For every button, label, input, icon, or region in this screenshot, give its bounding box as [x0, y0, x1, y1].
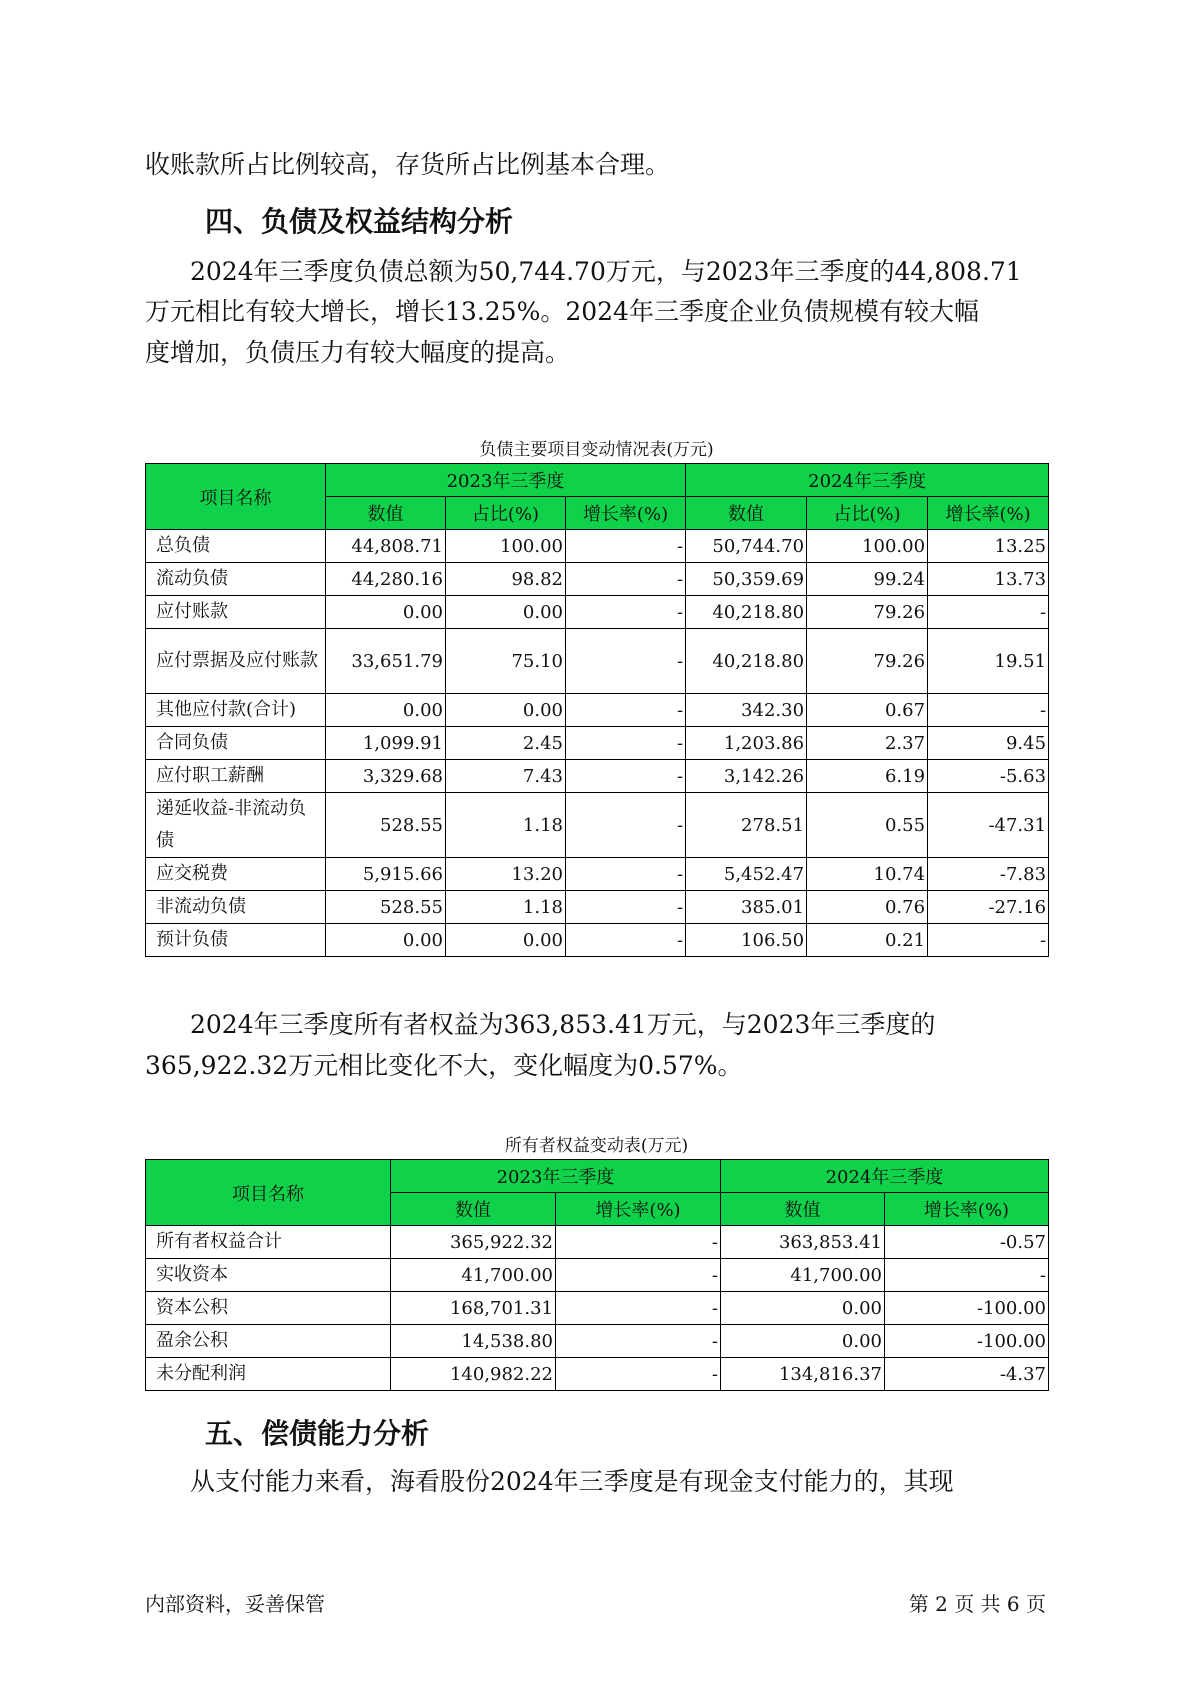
- cell-growth-2024: 9.45: [928, 727, 1049, 760]
- liability-period-2024-header: 2024年三季度: [686, 464, 1049, 497]
- cell-growth-2024: -4.37: [885, 1358, 1049, 1391]
- cell-value-2024: 363,853.41: [721, 1226, 885, 1259]
- cell-value-2023: 0.00: [326, 924, 446, 957]
- cell-share-2023: 1.18: [446, 793, 566, 858]
- cell-growth-2024: -7.83: [928, 858, 1049, 891]
- cell-value-2024: 0.00: [721, 1325, 885, 1358]
- cell-value-2024: 50,359.69: [686, 563, 807, 596]
- liability-col-value-2024: 数值: [686, 497, 807, 530]
- cell-growth-2023: -: [566, 596, 686, 629]
- table-row: [146, 629, 1049, 694]
- cell-growth-2024: 13.25: [928, 530, 1049, 563]
- cell-growth-2024: -: [928, 924, 1049, 957]
- cell-value-2024: 1,203.86: [686, 727, 807, 760]
- table-row: [146, 530, 1049, 563]
- section-4-heading: 四、负债及权益结构分析: [205, 205, 514, 238]
- cell-growth-2023: -: [566, 760, 686, 793]
- cell-value-2024: 5,452.47: [686, 858, 807, 891]
- row-label: 所有者权益合计: [146, 1226, 391, 1259]
- cell-growth-2024: 13.73: [928, 563, 1049, 596]
- cell-growth-2024: 19.51: [928, 629, 1049, 694]
- table-row: [146, 891, 1049, 924]
- cell-share-2023: 0.00: [446, 924, 566, 957]
- cell-value-2024: 3,142.26: [686, 760, 807, 793]
- liability-table: [145, 463, 1049, 957]
- cell-value-2023: 168,701.31: [391, 1292, 556, 1325]
- cell-growth-2023: -: [566, 563, 686, 596]
- cell-value-2024: 134,816.37: [721, 1358, 885, 1391]
- liability-item-header: 项目名称: [146, 464, 326, 530]
- cell-share-2023: 7.43: [446, 760, 566, 793]
- cell-growth-2024: -100.00: [885, 1292, 1049, 1325]
- cell-share-2023: 13.20: [446, 858, 566, 891]
- cell-growth-2024: -47.31: [928, 793, 1049, 858]
- table-row: [146, 924, 1049, 957]
- cell-value-2024: 40,218.80: [686, 629, 807, 694]
- cell-growth-2023: -: [566, 793, 686, 858]
- equity-period-2023-header: 2023年三季度: [391, 1160, 721, 1193]
- section-4-paragraph-line-3: 度增加，负债压力有较大幅度的提高。: [145, 338, 571, 367]
- cell-growth-2024: -27.16: [928, 891, 1049, 924]
- row-label: 流动负债: [146, 563, 326, 596]
- cell-share-2024: 2.37: [807, 727, 928, 760]
- table-row: [146, 694, 1049, 727]
- cell-growth-2024: -: [928, 596, 1049, 629]
- liability-col-share-2023: 占比(%): [446, 497, 566, 530]
- table-row: [146, 1325, 1049, 1358]
- cell-growth-2023: -: [566, 891, 686, 924]
- cell-growth-2023: -: [566, 694, 686, 727]
- cell-value-2023: 0.00: [326, 694, 446, 727]
- equity-period-2024-header: 2024年三季度: [721, 1160, 1049, 1193]
- cell-growth-2024: -5.63: [928, 760, 1049, 793]
- cell-value-2023: 1,099.91: [326, 727, 446, 760]
- cell-value-2024: 342.30: [686, 694, 807, 727]
- cell-share-2024: 0.67: [807, 694, 928, 727]
- cell-growth-2024: -0.57: [885, 1226, 1049, 1259]
- row-label: 其他应付款(合计): [146, 694, 326, 727]
- cell-share-2023: 98.82: [446, 563, 566, 596]
- cell-value-2023: 14,538.80: [391, 1325, 556, 1358]
- liability-col-growth-2023: 增长率(%): [566, 497, 686, 530]
- cell-share-2024: 100.00: [807, 530, 928, 563]
- cell-value-2024: 50,744.70: [686, 530, 807, 563]
- section-4-paragraph-line-2: 万元相比有较大增长，增长13.25%。2024年三季度企业负债规模有较大幅: [145, 297, 979, 326]
- cell-growth-2023: -: [566, 924, 686, 957]
- cell-growth-2024: -: [885, 1259, 1049, 1292]
- section-4-paragraph-line-1: 2024年三季度负债总额为50,744.70万元，与2023年三季度的44,808.71: [190, 257, 1022, 286]
- cell-share-2024: 0.55: [807, 793, 928, 858]
- page-number: 第 2 页 共 6 页: [908, 1592, 1046, 1616]
- cell-growth-2023: -: [556, 1325, 721, 1358]
- section-5-paragraph-line: 从支付能力来看，海看股份2024年三季度是有现金支付能力的，其现: [190, 1467, 954, 1496]
- cell-growth-2023: -: [566, 858, 686, 891]
- cell-share-2024: 10.74: [807, 858, 928, 891]
- row-label: 递延收益-非流动负债: [146, 793, 326, 858]
- cell-share-2024: 6.19: [807, 760, 928, 793]
- table-row: [146, 760, 1049, 793]
- equity-col-growth-2023: 增长率(%): [556, 1193, 721, 1226]
- cell-value-2024: 40,218.80: [686, 596, 807, 629]
- equity-col-value-2024: 数值: [721, 1193, 885, 1226]
- cell-value-2023: 3,329.68: [326, 760, 446, 793]
- cell-value-2024: 385.01: [686, 891, 807, 924]
- cell-value-2024: 41,700.00: [721, 1259, 885, 1292]
- cell-value-2023: 528.55: [326, 793, 446, 858]
- liability-col-value-2023: 数值: [326, 497, 446, 530]
- table-row: [146, 858, 1049, 891]
- table-row: [146, 727, 1049, 760]
- cell-share-2023: 75.10: [446, 629, 566, 694]
- cell-share-2024: 99.24: [807, 563, 928, 596]
- cell-share-2024: 79.26: [807, 629, 928, 694]
- liability-col-share-2024: 占比(%): [807, 497, 928, 530]
- cell-growth-2023: -: [556, 1259, 721, 1292]
- row-label: 总负债: [146, 530, 326, 563]
- cell-value-2023: 0.00: [326, 596, 446, 629]
- row-label: 应付票据及应付账款: [146, 629, 326, 694]
- row-label: 预计负债: [146, 924, 326, 957]
- row-label: 盈余公积: [146, 1325, 391, 1358]
- equity-paragraph-line-1: 2024年三季度所有者权益为363,853.41万元，与2023年三季度的: [190, 1010, 936, 1039]
- table-row: [146, 1226, 1049, 1259]
- cell-share-2023: 100.00: [446, 530, 566, 563]
- row-label: 合同负债: [146, 727, 326, 760]
- cell-value-2023: 365,922.32: [391, 1226, 556, 1259]
- cell-value-2024: 106.50: [686, 924, 807, 957]
- cell-value-2023: 44,808.71: [326, 530, 446, 563]
- cell-share-2023: 2.45: [446, 727, 566, 760]
- equity-table-caption: 所有者权益变动表(万元): [504, 1136, 689, 1156]
- liability-col-growth-2024: 增长率(%): [928, 497, 1049, 530]
- cell-value-2023: 5,915.66: [326, 858, 446, 891]
- cell-share-2024: 79.26: [807, 596, 928, 629]
- section-5-heading: 五、偿债能力分析: [205, 1417, 430, 1450]
- equity-col-value-2023: 数值: [391, 1193, 556, 1226]
- cell-growth-2023: -: [566, 727, 686, 760]
- liability-table-caption: 负债主要项目变动情况表(万元): [479, 440, 714, 460]
- table-row: [146, 596, 1049, 629]
- row-label: 非流动负债: [146, 891, 326, 924]
- cell-share-2023: 1.18: [446, 891, 566, 924]
- row-label: 应交税费: [146, 858, 326, 891]
- row-label: 应付职工薪酬: [146, 760, 326, 793]
- cell-share-2024: 0.21: [807, 924, 928, 957]
- equity-item-header: 项目名称: [146, 1160, 391, 1226]
- cell-growth-2023: -: [566, 629, 686, 694]
- liability-period-2023-header: 2023年三季度: [326, 464, 686, 497]
- cell-share-2024: 0.76: [807, 891, 928, 924]
- cell-growth-2023: -: [556, 1358, 721, 1391]
- cell-value-2023: 528.55: [326, 891, 446, 924]
- row-label: 实收资本: [146, 1259, 391, 1292]
- equity-table: [145, 1159, 1049, 1391]
- cell-value-2023: 33,651.79: [326, 629, 446, 694]
- cell-value-2024: 278.51: [686, 793, 807, 858]
- table-row: [146, 563, 1049, 596]
- table-row: [146, 793, 1049, 858]
- cell-value-2023: 44,280.16: [326, 563, 446, 596]
- row-label: 应付账款: [146, 596, 326, 629]
- cell-growth-2023: -: [556, 1226, 721, 1259]
- cell-value-2023: 41,700.00: [391, 1259, 556, 1292]
- cell-growth-2024: -: [928, 694, 1049, 727]
- table-row: [146, 1292, 1049, 1325]
- cell-share-2023: 0.00: [446, 694, 566, 727]
- cell-value-2023: 140,982.22: [391, 1358, 556, 1391]
- cell-growth-2023: -: [556, 1292, 721, 1325]
- table-row: [146, 1358, 1049, 1391]
- row-label: 资本公积: [146, 1292, 391, 1325]
- cell-growth-2023: -: [566, 530, 686, 563]
- row-label: 未分配利润: [146, 1358, 391, 1391]
- cell-value-2024: 0.00: [721, 1292, 885, 1325]
- top-paragraph-line: 收账款所占比例较高，存货所占比例基本合理。: [145, 150, 671, 179]
- table-row: [146, 1259, 1049, 1292]
- cell-growth-2024: -100.00: [885, 1325, 1049, 1358]
- cell-share-2023: 0.00: [446, 596, 566, 629]
- equity-paragraph-line-2: 365,922.32万元相比变化不大，变化幅度为0.57%。: [145, 1051, 743, 1080]
- equity-col-growth-2024: 增长率(%): [885, 1193, 1049, 1226]
- footer-left: 内部资料，妥善保管: [145, 1592, 325, 1616]
